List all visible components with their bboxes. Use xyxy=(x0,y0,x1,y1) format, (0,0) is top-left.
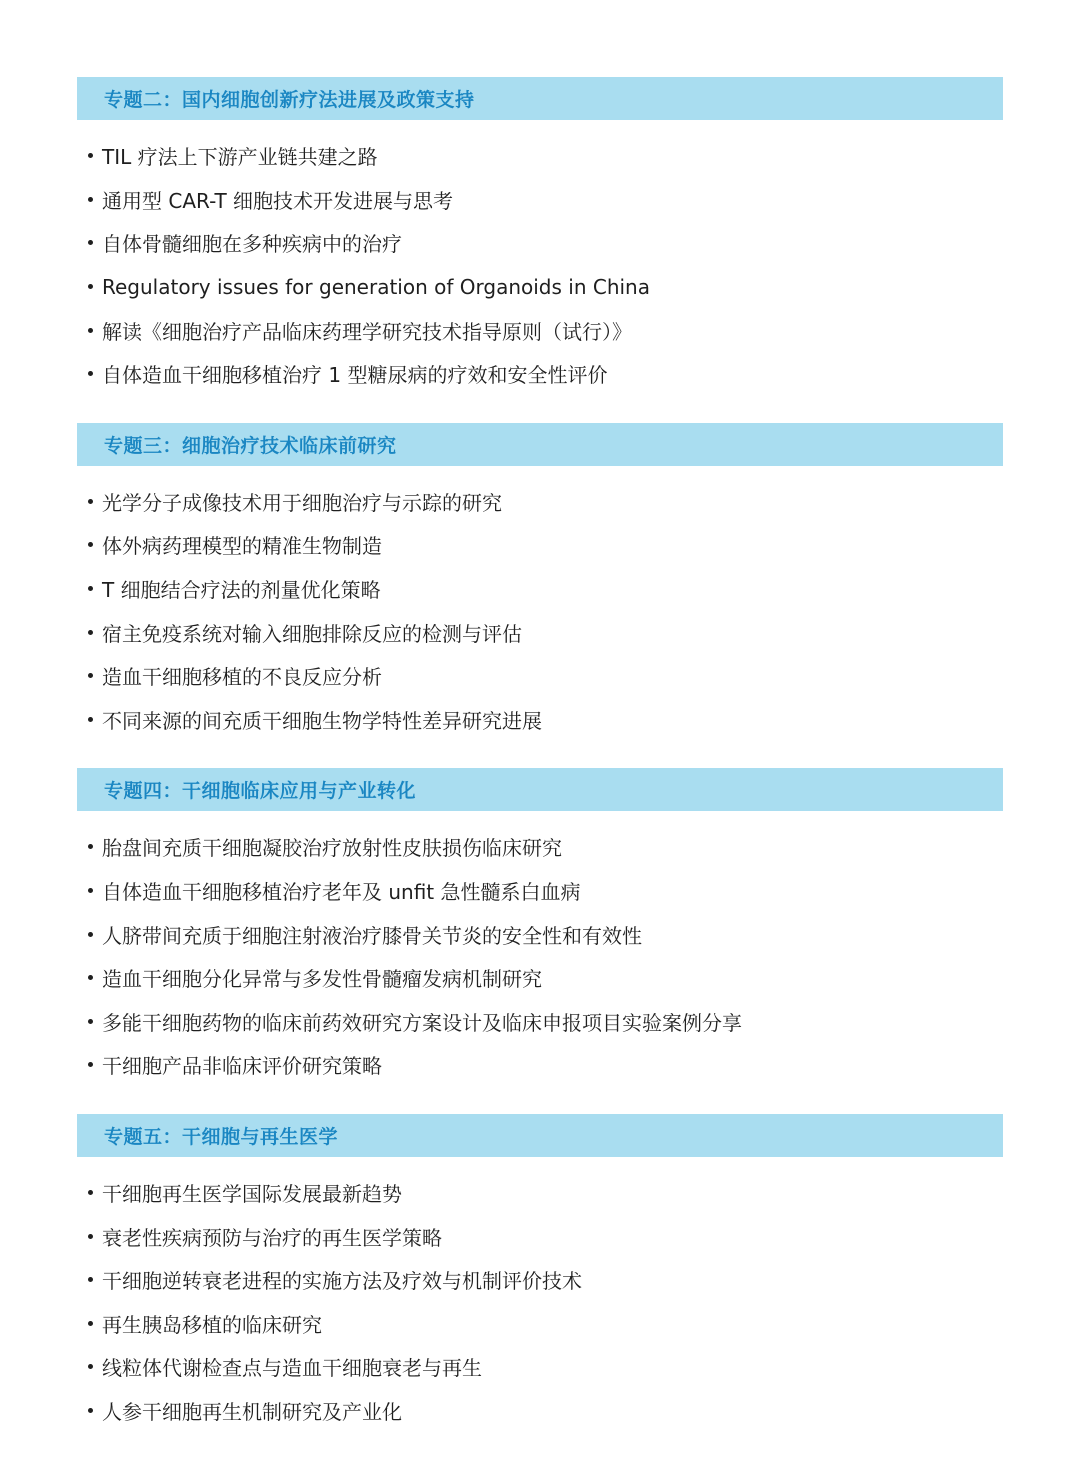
list-item xyxy=(77,1043,1003,1087)
bullet-icon xyxy=(88,197,93,202)
list-item-text: 干细胞产品非临床评价研究策略 xyxy=(102,1054,382,1079)
list-item-text: 人参干细胞再生机制研究及产业化 xyxy=(102,1399,402,1424)
list-item-text: 造血干细胞分化异常与多发性骨髓瘤发病机制研究 xyxy=(102,967,542,992)
list-item xyxy=(77,352,1003,396)
list-item-text: 造血干细胞移植的不良反应分析 xyxy=(102,665,382,690)
bullet-icon xyxy=(88,1364,93,1369)
list-item-text: 解读《细胞治疗产品临床药理学研究技术指导原则（试行）》 xyxy=(102,319,632,344)
bullet-icon xyxy=(88,1321,93,1326)
list-item-text: 胎盘间充质干细胞凝胶治疗放射性皮肤损伤临床研究 xyxy=(102,836,562,861)
section-header xyxy=(77,768,1003,811)
list-item xyxy=(77,308,1003,352)
list-item-text: Regulatory issues for generation of Organoids in China xyxy=(102,274,650,299)
section-header xyxy=(77,1114,1003,1157)
list-item-text: 自体造血干细胞移植治疗 1 型糖尿病的疗效和安全性评价 xyxy=(102,363,608,388)
list-item xyxy=(77,869,1003,913)
list-item-text: 干细胞逆转衰老进程的实施方法及疗效与机制评价技术 xyxy=(102,1269,582,1294)
topic-list xyxy=(77,120,1003,396)
section-title: 专题三：细胞治疗技术临床前研究 xyxy=(104,434,397,457)
bullet-icon xyxy=(88,240,93,245)
list-item-text: 干细胞再生医学国际发展最新趋势 xyxy=(102,1181,402,1206)
list-item-text: 体外病药理模型的精准生物制造 xyxy=(102,534,382,559)
section-title: 专题五：干细胞与再生医学 xyxy=(104,1125,339,1148)
list-item xyxy=(77,956,1003,1000)
list-item-text: 宿主免疫系统对输入细胞排除反应的检测与评估 xyxy=(102,621,522,646)
bullet-icon xyxy=(88,975,93,980)
list-item xyxy=(77,1389,1003,1433)
list-item-text: 通用型 CAR-T 细胞技术开发进展与思考 xyxy=(102,188,454,213)
section-title: 专题二：国内细胞创新疗法进展及政策支持 xyxy=(104,89,475,111)
bullet-icon xyxy=(88,673,93,678)
bullet-icon xyxy=(88,284,93,289)
list-item-text: 自体骨髓细胞在多种疾病中的治疗 xyxy=(102,232,402,257)
bullet-icon xyxy=(88,153,93,158)
bullet-icon xyxy=(88,1019,93,1024)
bullet-icon xyxy=(88,717,93,722)
bullet-icon xyxy=(88,1234,93,1239)
bullet-icon xyxy=(88,932,93,937)
bullet-icon xyxy=(88,844,93,849)
bullet-icon xyxy=(88,1190,93,1195)
bullet-icon xyxy=(88,1277,93,1282)
list-item xyxy=(77,1301,1003,1345)
topic-list xyxy=(77,466,1003,742)
bullet-icon xyxy=(88,328,93,333)
list-item-text: 衰老性疾病预防与治疗的再生医学策略 xyxy=(102,1225,442,1250)
topic-section-5 xyxy=(77,1114,1003,1433)
list-item xyxy=(77,912,1003,956)
list-item-text: 再生胰岛移植的临床研究 xyxy=(102,1312,322,1337)
list-item-text: 不同来源的间充质干细胞生物学特性差异研究进展 xyxy=(102,708,542,733)
list-item xyxy=(77,1214,1003,1258)
list-item-text: T 细胞结合疗法的剂量优化策略 xyxy=(102,578,381,603)
section-title: 专题四：干细胞临床应用与产业转化 xyxy=(104,780,417,803)
list-item xyxy=(77,654,1003,698)
list-item xyxy=(77,610,1003,654)
list-item xyxy=(77,1000,1003,1044)
list-item xyxy=(77,178,1003,222)
list-item-text: 线粒体代谢检查点与造血干细胞衰老与再生 xyxy=(102,1356,482,1381)
bullet-icon xyxy=(88,1062,93,1067)
bullet-icon xyxy=(88,630,93,635)
topic-section-2 xyxy=(77,77,1003,396)
bullet-icon xyxy=(88,371,93,376)
list-item xyxy=(77,480,1003,524)
list-item xyxy=(77,221,1003,265)
list-item xyxy=(77,1345,1003,1389)
bullet-icon xyxy=(88,499,93,504)
list-item xyxy=(77,825,1003,869)
bullet-icon xyxy=(88,888,93,893)
bullet-icon xyxy=(88,1408,93,1413)
section-header xyxy=(77,77,1003,120)
list-item xyxy=(77,1258,1003,1302)
topic-section-4 xyxy=(77,768,1003,1087)
list-item xyxy=(77,698,1003,742)
list-item-text: TIL 疗法上下游产业链共建之路 xyxy=(102,145,378,170)
list-item xyxy=(77,134,1003,178)
list-item-text: 多能干细胞药物的临床前药效研究方案设计及临床申报项目实验案例分享 xyxy=(102,1010,742,1035)
list-item xyxy=(77,567,1003,611)
topic-section-3 xyxy=(77,423,1003,742)
list-item xyxy=(77,523,1003,567)
section-header xyxy=(77,423,1003,466)
topic-list xyxy=(77,811,1003,1087)
list-item-text: 光学分子成像技术用于细胞治疗与示踪的研究 xyxy=(102,490,502,515)
topic-list xyxy=(77,1157,1003,1433)
bullet-icon xyxy=(88,542,93,547)
list-item-text: 人脐带间充质于细胞注射液治疗膝骨关节炎的安全性和有效性 xyxy=(102,923,642,948)
program-topics xyxy=(77,77,1003,1432)
list-item-text: 自体造血干细胞移植治疗老年及 unfit 急性髓系白血病 xyxy=(102,880,581,905)
bullet-icon xyxy=(88,586,93,591)
list-item xyxy=(77,1171,1003,1215)
list-item xyxy=(77,265,1003,309)
